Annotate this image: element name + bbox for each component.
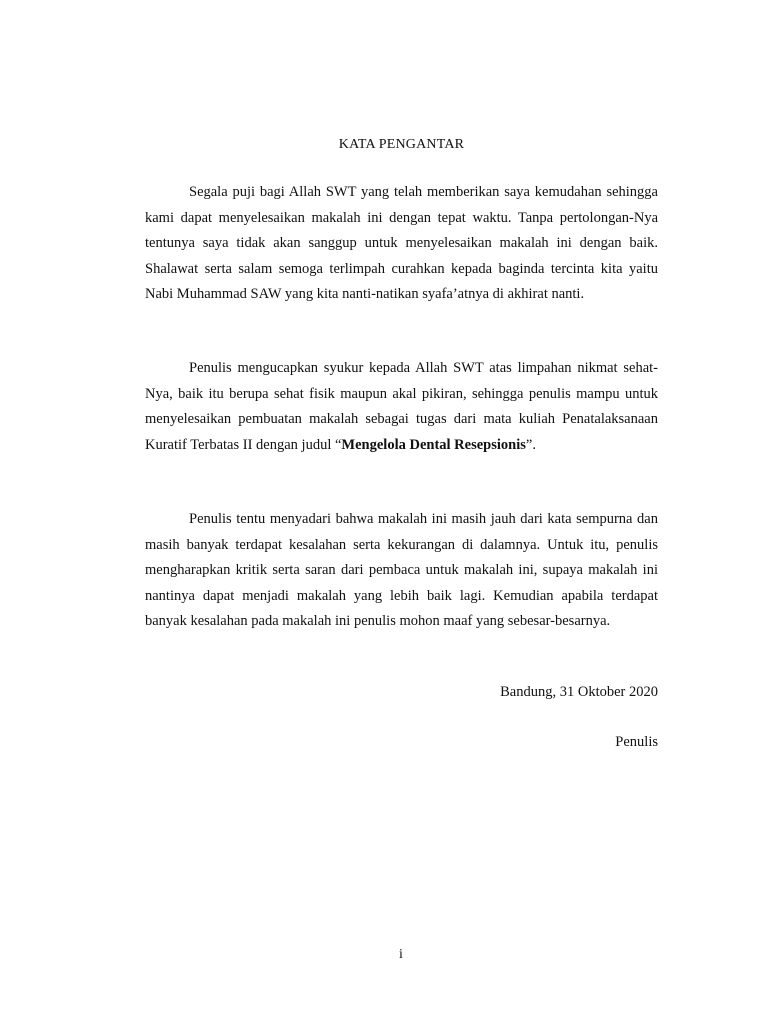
signature-author: Penulis — [615, 734, 658, 750]
paragraph-2 — [145, 356, 658, 458]
paragraph-3: Penulis tentu menyadari bahwa makalah ini masih jauh dari kata sempurna dan masih banyak terdapat kesalahan serta kekurangan di dalamnya. Untuk itu, penulis mengharapkan kritik serta saran dari pembaca untuk makalah ini, supaya makalah ini nantinya dapat menjadi makalah yang lebih baik lagi. Kemudian apabila terdapat banyak kesalahan pada makalah ini penulis mohon maaf yang sebesar-besarnya. — [145, 511, 658, 629]
paragraph-2-text: Penulis mengucapkan syukur kepada Allah SWT atas limpahan nikmat sehat-Nya, baik itu berupa sehat fisik maupun akal pikiran, sehingga penulis mampu untuk menyelesaikan pembuatan makalah sebagai tugas dari mata kuliah Penatalaksanaan Kuratif Terbatas II dengan judul “ — [145, 360, 658, 453]
paragraph-2-closing: ”. — [525, 436, 536, 453]
page-title: KATA PENGANTAR — [338, 137, 465, 152]
page-number: i — [399, 947, 403, 962]
paragraph-1: Segala puji bagi Allah SWT yang telah memberikan saya kemudahan sehingga kami dapat menyelesaikan makalah ini dengan tepat waktu. Tanpa pertolongan-Nya tentunya saya tidak akan sanggup untuk menyelesaikan makalah ini dengan baik. Shalawat serta salam semoga terlimpah curahkan kepada baginda tercinta kita yaitu Nabi Muhammad SAW yang kita nanti-natikan syafa’atnya di akhirat nanti. — [145, 184, 658, 302]
signature-place-date: Bandung, 31 Oktober 2020 — [500, 684, 658, 700]
paper-title-bold: Mengelola Dental Resepsionis — [341, 436, 526, 453]
